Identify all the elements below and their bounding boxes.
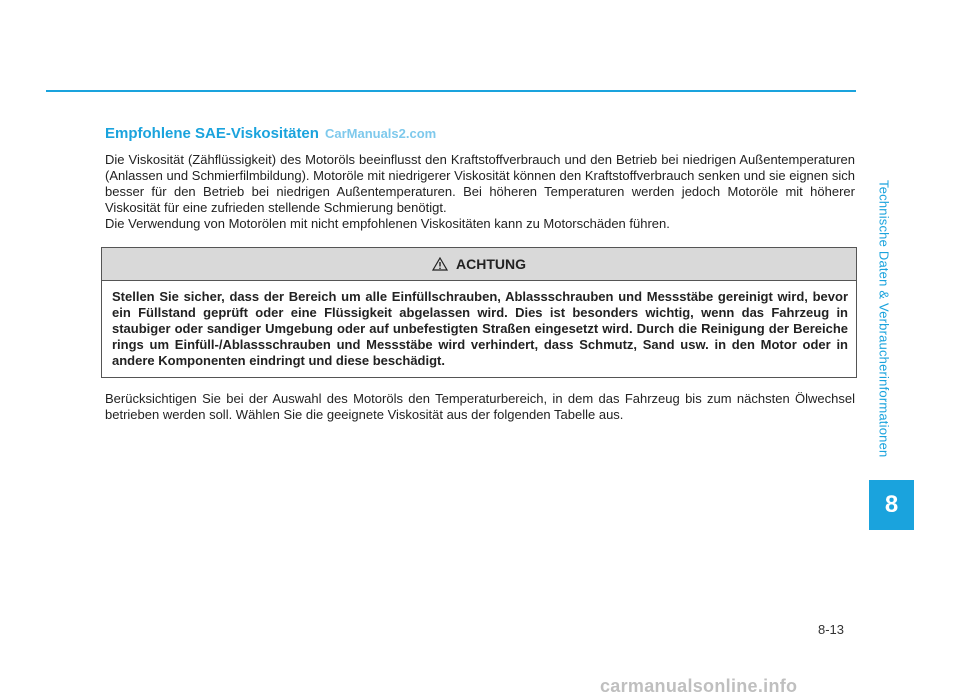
section-content: [105, 125, 855, 232]
intro-paragraph: Die Viskosität (Zähflüssigkeit) des Motoröls beeinflusst den Kraftstoffverbrauch und den Betrieb bei niedrigen Außentemperaturen (Anlassen und Schmierfilmbildung). Motoröle mit niedrigerer Viskosität können den Kraftstoffverbrauch senken und sie eignen sich besser für den Betrieb bei niedrigen Außentemperaturen. Bei höheren Temperaturen werden jedoch Motoröle mit höherer Viskosität für eine zufrieden stellende Schmierung benötigt.: [105, 152, 855, 215]
caution-title: ACHTUNG: [456, 256, 526, 272]
page-number: 8-13: [818, 622, 845, 637]
watermark-text: CarManuals2.com: [324, 126, 437, 141]
warning-triangle-icon: [432, 257, 448, 271]
header-rule: [46, 90, 856, 92]
chapter-side-title: Technische Daten & Verbraucherinformationen: [876, 180, 892, 458]
selection-paragraph: Berücksichtigen Sie bei der Auswahl des Motoröls den Temperaturbereich, in dem das Fahrzeug bis zum nächsten Ölwechsel betrieben werden soll. Wählen Sie die geeignete Viskosität aus der folgenden Tabelle aus.: [105, 391, 855, 422]
caution-header: [102, 248, 856, 281]
caution-body: Stellen Sie sicher, dass der Bereich um alle Einfüllschrauben, Ablassschrauben und Messstäbe gereinigt wird, bevor ein Füllstand geprüft oder eine Flüssigkeit abgelassen wird. Dies ist besonders wichtig, wenn das Fahrzeug in staubiger oder sandiger Umgebung oder auf unbefestigten Straßen eingesetzt wird. Durch die Reinigung der Bereiche rings um Einfüll-/Ablassschrauben und Messstäbe wird verhindert, dass Schmutz, Sand usw. in den Motor oder in andere Komponenten eindringt und diese beschädigt.: [112, 289, 848, 368]
intro-paragraph-warning: Die Verwendung von Motorölen mit nicht empfohlenen Viskositäten kann zu Motorschäden führen.: [105, 216, 670, 231]
footer-watermark: carmanualsonline.info: [600, 676, 798, 696]
chapter-tab[interactable]: 8: [869, 480, 914, 530]
section-heading: Empfohlene SAE-Viskositäten: [105, 125, 319, 142]
section-heading-row: [105, 125, 855, 142]
caution-box: [101, 247, 857, 378]
